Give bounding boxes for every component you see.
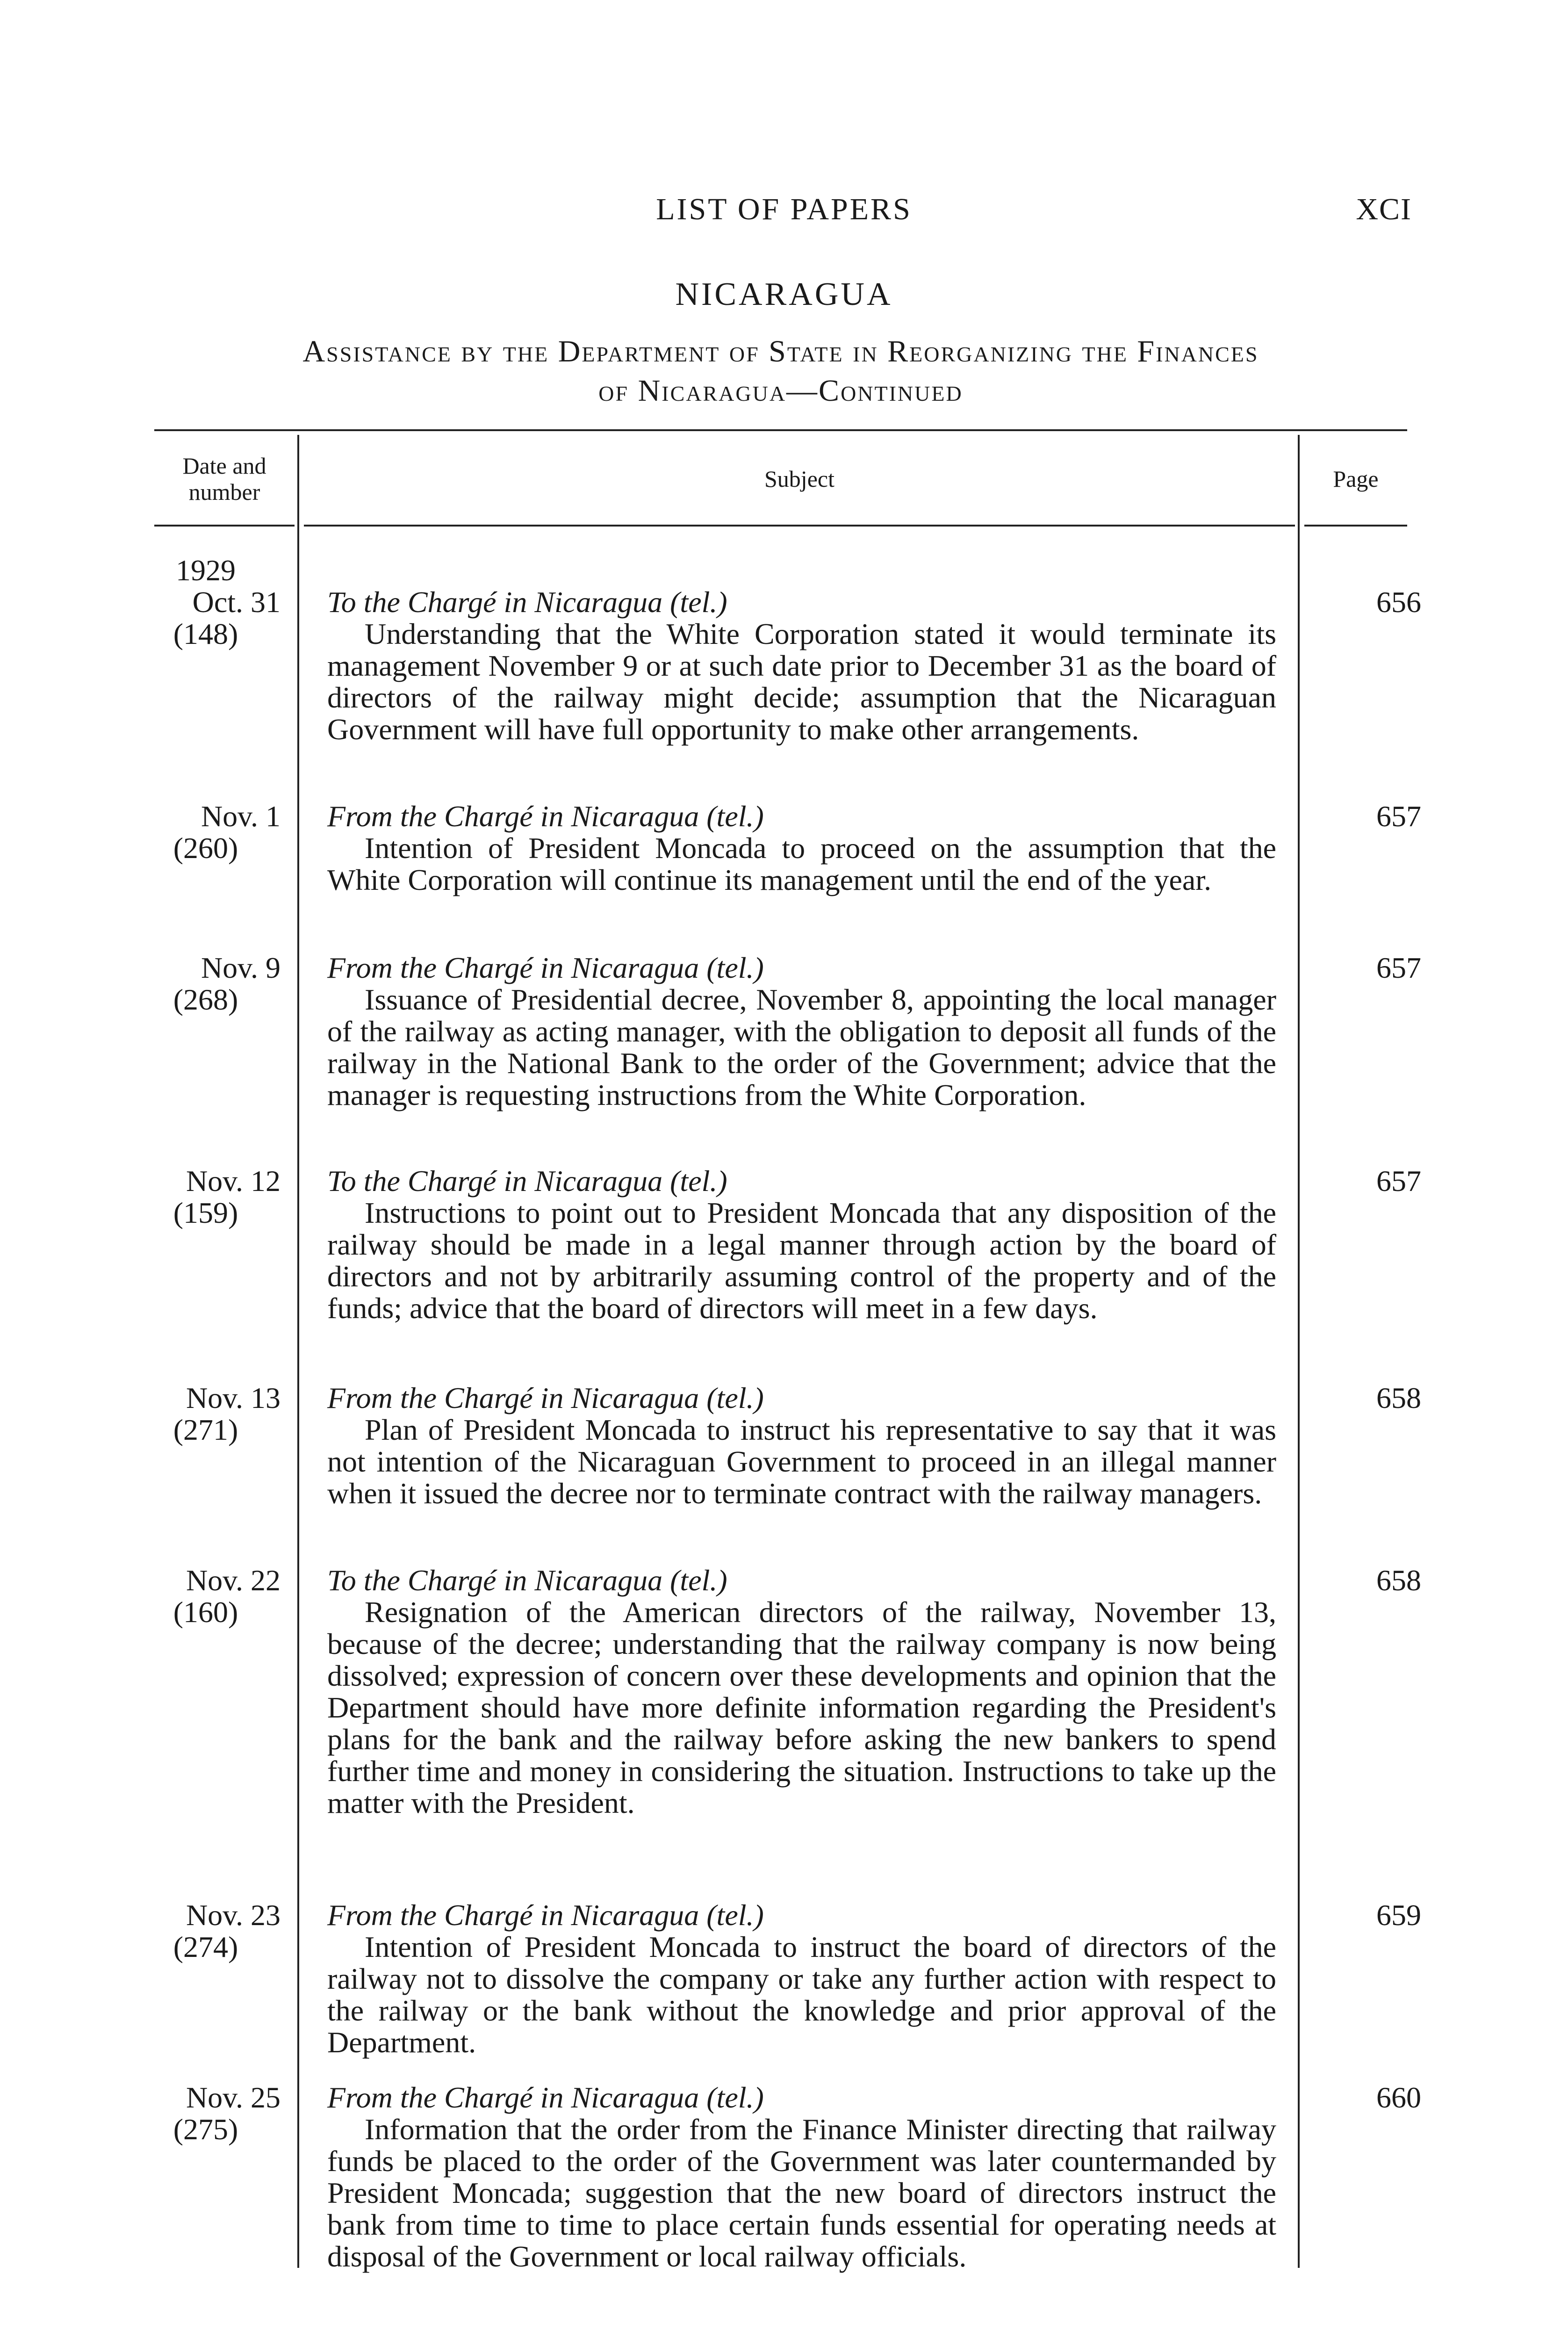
column-header-date-line-2: number <box>188 479 260 505</box>
entry-title: From the Chargé in Nicaragua (tel.) <box>327 1381 764 1414</box>
entry-page: 658 <box>1376 1564 1421 1597</box>
entry-subject <box>327 586 1276 745</box>
running-title: LIST OF PAPERS <box>656 192 912 226</box>
column-header-date <box>154 453 295 505</box>
entry-summary: Intention of President Moncada to instruct the board of directors of the railway not to dissolve the company or take any further action with respect to the railway or the bank without the knowledge and prior approval of the Department. <box>327 1930 1276 2059</box>
entry-subject <box>327 1899 1276 2058</box>
entry-page: 658 <box>1376 1381 1421 1414</box>
entry-date: Nov. 13 <box>186 1381 281 1414</box>
entry-date-block <box>140 2082 295 2145</box>
column-divider-left <box>297 435 299 2268</box>
year-label: 1929 <box>176 554 236 587</box>
column-header-date-line-1: Date and <box>182 453 266 479</box>
entry-page: 660 <box>1376 2081 1421 2114</box>
column-header-subject: Subject <box>764 466 834 492</box>
entry-subject <box>327 1565 1276 1819</box>
entry-date-block <box>140 1165 295 1229</box>
table-header-rule-left <box>154 525 295 527</box>
entry-page: 656 <box>1376 585 1421 619</box>
entry-title: To the Chargé in Nicaragua (tel.) <box>327 1164 727 1198</box>
entry-date-block <box>140 1899 295 1963</box>
table-header-rule-middle <box>304 525 1295 527</box>
entry-date: Nov. 25 <box>186 2081 281 2114</box>
entry-date: Oct. 31 <box>192 585 281 619</box>
column-divider-right <box>1298 435 1300 2268</box>
entry-date-block <box>140 952 295 1016</box>
entry-summary: Issuance of Presidential decree, November 8, appointing the local manager of the railway as acting manager, with the obligation to deposit all funds of the railway in the National Bank to the order of the Government; advice that the manager is requesting instructions from the White Corporation. <box>327 983 1276 1111</box>
entry-number: (274) <box>173 1930 238 1963</box>
entry-page: 657 <box>1376 800 1421 833</box>
entry-date: Nov. 9 <box>201 951 281 984</box>
entry-title: From the Chargé in Nicaragua (tel.) <box>327 951 764 984</box>
entry-date: Nov. 1 <box>201 800 281 833</box>
section-heading-line-1: Assistance by the Department of State in Reorganizing the Finances <box>302 334 1259 368</box>
entry-title: From the Chargé in Nicaragua (tel.) <box>327 2081 764 2114</box>
entry-number: (271) <box>173 1413 238 1446</box>
entry-page: 657 <box>1376 951 1421 984</box>
entry-number: (268) <box>173 983 238 1016</box>
entry-date-block <box>140 1382 295 1446</box>
column-header-page: Page <box>1333 466 1379 492</box>
entry-title: To the Chargé in Nicaragua (tel.) <box>327 585 727 619</box>
country-heading: NICARAGUA <box>675 276 893 312</box>
entry-number: (160) <box>173 1595 238 1629</box>
entry-summary: Understanding that the White Corporation stated it would terminate its management November 9 or at such date prior to December 31 as the board of directors of the railway might decide; assumption that the Nicaraguan Government will have full opportunity to make other arrangements. <box>327 617 1276 746</box>
entry-title: From the Chargé in Nicaragua (tel.) <box>327 800 764 833</box>
table-header-rule-right <box>1304 525 1407 527</box>
entry-number: (159) <box>173 1196 238 1229</box>
entry-date: Nov. 23 <box>186 1898 281 1932</box>
section-heading-line-2: of Nicaragua—Continued <box>598 374 963 408</box>
entry-number: (275) <box>173 2113 238 2146</box>
entry-subject <box>327 952 1276 1111</box>
entry-number: (148) <box>173 617 238 650</box>
entry-page: 657 <box>1376 1164 1421 1198</box>
entry-number: (260) <box>173 831 238 865</box>
page-number: XCI <box>1356 192 1412 226</box>
entry-subject <box>327 801 1276 896</box>
entry-summary: Information that the order from the Finance Minister directing that railway funds be placed to the order of the Government was later countermanded by President Moncada; suggestion that the new board of directors instruct the bank from time to time to place certain funds essential for operating needs at disposal of the Government or local railway officials. <box>327 2113 1276 2273</box>
entry-subject <box>327 2082 1276 2273</box>
table-top-rule <box>154 429 1407 431</box>
entry-date: Nov. 22 <box>186 1564 281 1597</box>
entry-date-block <box>140 1565 295 1628</box>
entry-subject <box>327 1382 1276 1509</box>
running-header <box>0 192 1568 234</box>
entry-date-block <box>140 801 295 864</box>
section-heading <box>150 332 1412 411</box>
entry-page: 659 <box>1376 1898 1421 1932</box>
entry-title: From the Chargé in Nicaragua (tel.) <box>327 1898 764 1932</box>
entry-subject <box>327 1165 1276 1324</box>
entry-summary: Plan of President Moncada to instruct his representative to say that it was not intention of the Nicaraguan Government to proceed in an illegal manner when it issued the decree nor to terminate contract with the railway managers. <box>327 1413 1276 1510</box>
entry-summary: Instructions to point out to President Moncada that any disposition of the railway should be made in a legal manner through action by the board of directors and not by arbitrarily assuming control of the property and of the funds; advice that the board of directors will meet in a few days. <box>327 1196 1276 1325</box>
entry-title: To the Chargé in Nicaragua (tel.) <box>327 1564 727 1597</box>
entry-date-block <box>140 586 295 650</box>
entry-summary: Intention of President Moncada to proceed on the assumption that the White Corporation will continue its management until the end of the year. <box>327 831 1276 896</box>
entry-date: Nov. 12 <box>186 1164 281 1198</box>
entry-summary: Resignation of the American directors of the railway, November 13, because of the decree; understanding that the railway company is now being dissolved; expression of concern over these developments and opinion that the Department should have more definite information regarding the President's plans for the bank and the railway before asking the new bankers to spend further time and money in considering the situation. Instructions to take up the matter with the President. <box>327 1595 1276 1819</box>
